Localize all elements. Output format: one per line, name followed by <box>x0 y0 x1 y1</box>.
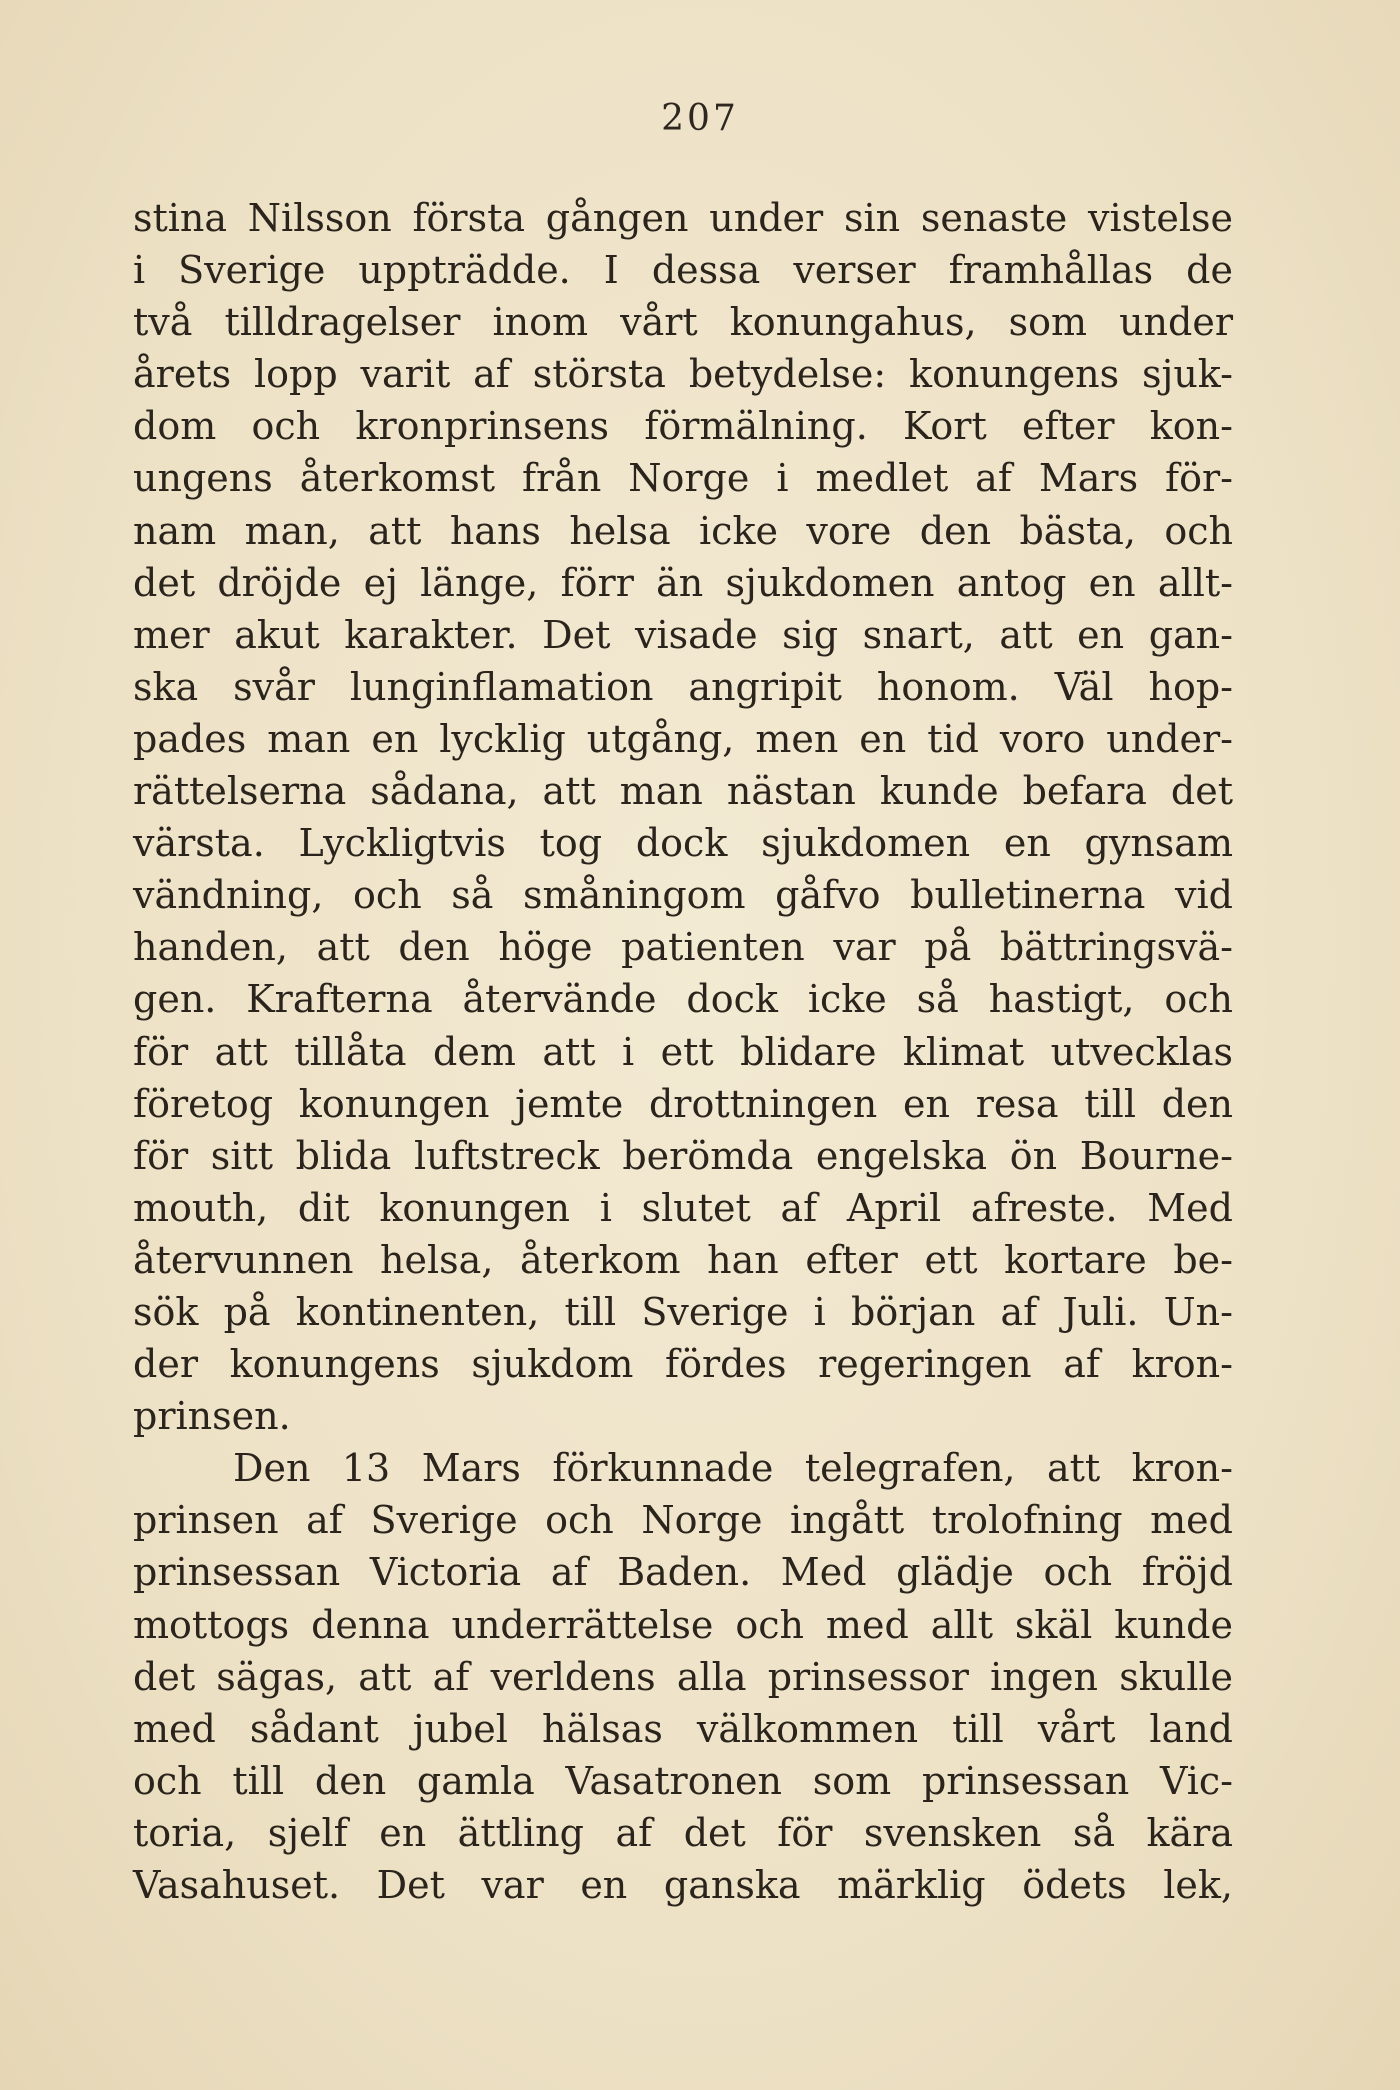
text-line: ska svår lunginflamation angripit honom. Väl hop- <box>133 664 1233 709</box>
text-line: Vasahuset. Det var en ganska märklig ödets lek, <box>133 1863 1233 1907</box>
text-line: två tilldragelser inom vårt konungahus, som under <box>133 300 1233 345</box>
text-line: i Sverige uppträdde. I dessa verser framhållas de <box>133 248 1233 293</box>
text-line: återvunnen helsa, återkom han efter ett kortare be- <box>133 1237 1233 1282</box>
text-line: mottogs denna underrättelse och med allt skäl kunde <box>133 1602 1233 1647</box>
text-line: handen, att den höge patienten var på bättringsvä- <box>133 925 1233 970</box>
text-line: toria, sjelf en ättling af det för svensken så kära <box>133 1810 1233 1855</box>
text-line: rättelserna sådana, att man nästan kunde befara det <box>133 769 1233 814</box>
text-line: stina Nilsson första gången under sin senaste vistelse <box>133 196 1233 240</box>
text-line: vändning, och så småningom gåfvo bulletinerna vid <box>133 873 1233 918</box>
text-line: mouth, dit konungen i slutet af April afreste. Med <box>133 1185 1233 1230</box>
text-line: gen. Krafterna återvände dock icke så hastigt, och <box>133 977 1233 1022</box>
text-line: och till den gamla Vasatronen som prinsessan Vic- <box>133 1758 1233 1803</box>
text-body <box>133 192 1233 1911</box>
text-line: med sådant jubel hälsas välkommen till vårt land <box>133 1706 1233 1751</box>
text-line: för sitt blida luftstreck berömda engelska ön Bourne- <box>133 1133 1233 1178</box>
text-line: dom och kronprinsens förmälning. Kort efter kon- <box>133 404 1233 449</box>
text-line: Den 13 Mars förkunnade telegrafen, att kron- <box>233 1446 1233 1491</box>
text-line: prinsen. <box>133 1394 291 1439</box>
text-line: för att tillåta dem att i ett blidare klimat utvecklas <box>133 1029 1233 1074</box>
text-line: årets lopp varit af största betydelse: konungens sjuk- <box>133 352 1233 397</box>
text-line: nam man, att hans helsa icke vore den bästa, och <box>133 508 1233 553</box>
text-line: prinsessan Victoria af Baden. Med glädje och fröjd <box>133 1550 1233 1595</box>
text-line: företog konungen jemte drottningen en resa till den <box>133 1081 1233 1126</box>
text-line: ungens återkomst från Norge i medlet af Mars för- <box>133 456 1233 501</box>
text-line: der konungens sjukdom fördes regeringen af kron- <box>133 1342 1233 1387</box>
paragraph-1 <box>133 192 1233 1442</box>
text-line: pades man en lycklig utgång, men en tid voro under- <box>133 716 1233 761</box>
text-line: det sägas, att af verldens alla prinsessor ingen skulle <box>133 1654 1233 1699</box>
page-number: 207 <box>661 98 739 139</box>
text-line: mer akut karakter. Det visade sig snart, att en gan- <box>133 612 1233 657</box>
text-line: värsta. Lyckligtvis tog dock sjukdomen en gynsam <box>133 821 1233 866</box>
text-line: prinsen af Sverige och Norge ingått trolofning med <box>133 1498 1233 1543</box>
text-line: det dröjde ej länge, förr än sjukdomen antog en allt- <box>133 560 1233 605</box>
paragraph-2 <box>133 1442 1233 1911</box>
text-line: sök på kontinenten, till Sverige i början af Juli. Un- <box>133 1289 1233 1334</box>
